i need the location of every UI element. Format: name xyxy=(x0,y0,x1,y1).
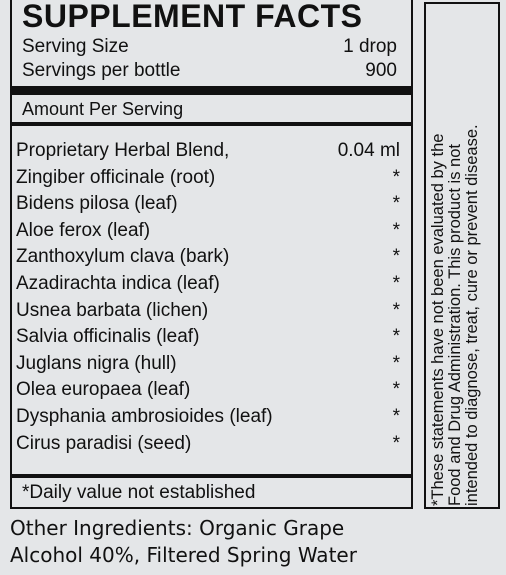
ingredient-row xyxy=(14,404,402,431)
ingredient-row xyxy=(14,298,402,325)
daily-value-footnote: *Daily value not established xyxy=(22,482,256,503)
ingredient-name: Zanthoxylum clava (bark) xyxy=(16,246,230,268)
disclaimer-line-2: Food and Drug Administration. This product is not xyxy=(446,144,464,506)
ingredient-row xyxy=(14,351,402,378)
ingredient-name: Azadirachta indica (leaf) xyxy=(16,272,220,294)
ingredient-name: Dysphania ambrosioides (leaf) xyxy=(16,405,273,427)
divider-bottom xyxy=(12,474,411,478)
ingredient-name: Olea europaea (leaf) xyxy=(16,379,191,401)
ingredient-list xyxy=(14,138,402,457)
ingredient-name: Usnea barbata (lichen) xyxy=(16,299,209,321)
ingredient-amount: * xyxy=(392,326,400,348)
fda-disclaimer-box xyxy=(424,2,500,509)
panel-title: SUPPLEMENT FACTS xyxy=(22,0,363,34)
ingredient-name: Aloe ferox (leaf) xyxy=(16,219,151,241)
amount-per-serving-header: Amount Per Serving xyxy=(22,99,184,119)
ingredient-name: Salvia officinalis (leaf) xyxy=(16,326,200,348)
ingredient-name: Bidens pilosa (leaf) xyxy=(16,193,178,215)
ingredient-amount: * xyxy=(392,246,400,268)
ingredient-amount: * xyxy=(392,272,400,294)
ingredient-row xyxy=(14,165,402,192)
serving-size-label: Serving Size xyxy=(22,36,129,57)
disclaimer-line-3: intended to diagnose, treat, cure or prevent disease. xyxy=(463,124,481,506)
servings-per-bottle-row xyxy=(22,59,397,83)
ingredient-amount: * xyxy=(392,219,400,241)
ingredient-amount: * xyxy=(392,432,400,454)
divider-thick xyxy=(12,86,411,95)
ingredient-amount: * xyxy=(392,405,400,427)
ingredient-row xyxy=(14,218,402,245)
ingredient-name: Juglans nigra (hull) xyxy=(16,352,177,374)
other-ingredients-line-1: Other Ingredients: Organic Grape xyxy=(10,516,345,540)
ingredient-amount: * xyxy=(392,166,400,188)
servings-value: 900 xyxy=(365,60,397,81)
ingredient-row xyxy=(14,324,402,351)
ingredient-row xyxy=(14,191,402,218)
ingredient-row xyxy=(14,271,402,298)
ingredient-row xyxy=(14,244,402,271)
ingredient-amount: * xyxy=(392,299,400,321)
ingredient-name: Zingiber officinale (root) xyxy=(16,166,216,188)
serving-size-row xyxy=(22,35,397,59)
serving-size-value: 1 drop xyxy=(343,36,397,57)
ingredient-amount: * xyxy=(392,379,400,401)
other-ingredients xyxy=(10,515,357,569)
servings-label: Servings per bottle xyxy=(22,60,181,81)
ingredient-row xyxy=(14,377,402,404)
ingredient-amount: * xyxy=(392,352,400,374)
ingredient-name: Proprietary Herbal Blend, xyxy=(16,140,230,161)
ingredient-amount: 0.04 ml xyxy=(337,140,400,161)
fda-disclaimer xyxy=(426,9,498,509)
ingredient-name: Cirus paradisi (seed) xyxy=(16,432,192,454)
ingredient-row xyxy=(14,431,402,458)
divider-medium xyxy=(12,122,411,126)
amount-header-row xyxy=(22,97,397,121)
ingredient-amount: * xyxy=(392,193,400,215)
ingredient-row xyxy=(14,138,402,165)
disclaimer-line-1: *These statements have not been evaluated by the xyxy=(429,133,447,506)
other-ingredients-line-2: Alcohol 40%, Filtered Spring Water xyxy=(10,543,357,567)
